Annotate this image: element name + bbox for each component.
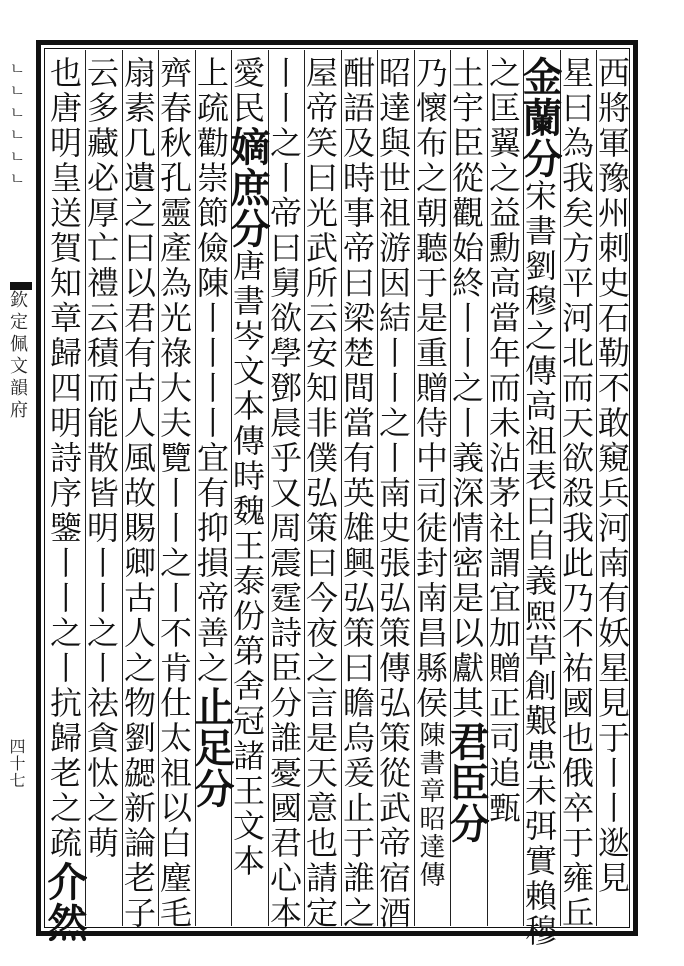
column-text: 酣語及時事帝曰梁楚間當有英雄興弘策曰瞻烏爰止于誰之	[338, 56, 376, 931]
text-column	[265, 56, 305, 931]
text-column	[338, 56, 378, 931]
entry-heading: 止足分	[188, 686, 235, 809]
text-column	[224, 56, 271, 918]
text-column	[188, 56, 235, 918]
text-column	[119, 56, 159, 931]
text-column	[82, 56, 122, 918]
page-number: 四十七	[7, 738, 26, 789]
column-text: 宋書劉穆之傳高祖表曰自義熙草創艱患未弭實賴穆	[520, 179, 558, 949]
column-text: 土宇臣從觀始終丨丨之丨義深情密是以獻其	[447, 56, 485, 721]
gutter-fishtail-mark	[10, 282, 32, 290]
column-text: 上疏勸崇節儉陳丨丨丨丨宜有抑損帝善之	[192, 56, 230, 686]
text-column	[484, 56, 524, 918]
column-text: 扇素几遺之曰以君有古人風故賜卿古人之物劉勰新論老子	[119, 56, 157, 931]
entry-heading: 金蘭分	[516, 56, 563, 179]
text-column	[41, 56, 88, 943]
text-column	[374, 56, 414, 931]
column-text: 云多藏必厚亡禮云積而能散皆明丨丨之丨祛貪忲之萌	[82, 56, 120, 861]
column-text: 西將軍豫州刺史石勒不敢窺兵河南有妖星見于丨丨逖見	[593, 56, 631, 896]
entry-heading: 君臣分	[443, 721, 490, 844]
text-column	[557, 56, 597, 931]
column-text: 丨丨之丨帝曰舅欲學鄧晨乎又周震霆詩臣分誰憂國君心本	[265, 56, 303, 931]
column-text: 之匡翼之益勳高當年而未沾茅社謂宜加贈正司追甄	[484, 56, 522, 826]
book-title: 欽定佩文韻府	[7, 290, 28, 422]
column-text: 屋帝笑曰光武所云安知非僕弘策曰今夜之言是天意也請定	[301, 56, 339, 931]
gutter-edge-marks: ㄴㄴㄴㄴㄴㄴ	[7, 60, 26, 192]
text-column	[593, 56, 633, 918]
text-column	[411, 56, 451, 918]
column-text: 也唐明皇送賀知章歸四明詩序鑒丨丨之丨抗歸老之疏	[45, 56, 83, 861]
column-text: 星曰為我矣方平河北而天欲殺我此乃不祐國也俄卒于雍丘	[557, 56, 595, 931]
column-text: 昭達與世祖游因結丨丨之丨南史張弘策傳弘策從武帝宿酒	[374, 56, 412, 931]
entry-heading: 嫡庶分	[224, 126, 271, 249]
text-column	[301, 56, 341, 931]
entry-heading: 介然	[41, 861, 88, 943]
text-column	[443, 56, 490, 918]
column-text: 愛民	[228, 56, 266, 126]
column-text: 齊春秋孔靈產為光祿大夫覽丨丨之丨不肯仕太祖以白麈毛	[155, 56, 193, 931]
column-text: 唐書岑文本傳時魏王泰份第舍冠諸王文本	[228, 249, 266, 879]
column-text: 乃懷布之朝聽于是重贈侍中司徒封南昌縣侯	[411, 56, 449, 721]
source-citation: 陳書章昭達傳	[415, 721, 445, 889]
text-column	[516, 56, 563, 949]
text-column	[155, 56, 195, 931]
